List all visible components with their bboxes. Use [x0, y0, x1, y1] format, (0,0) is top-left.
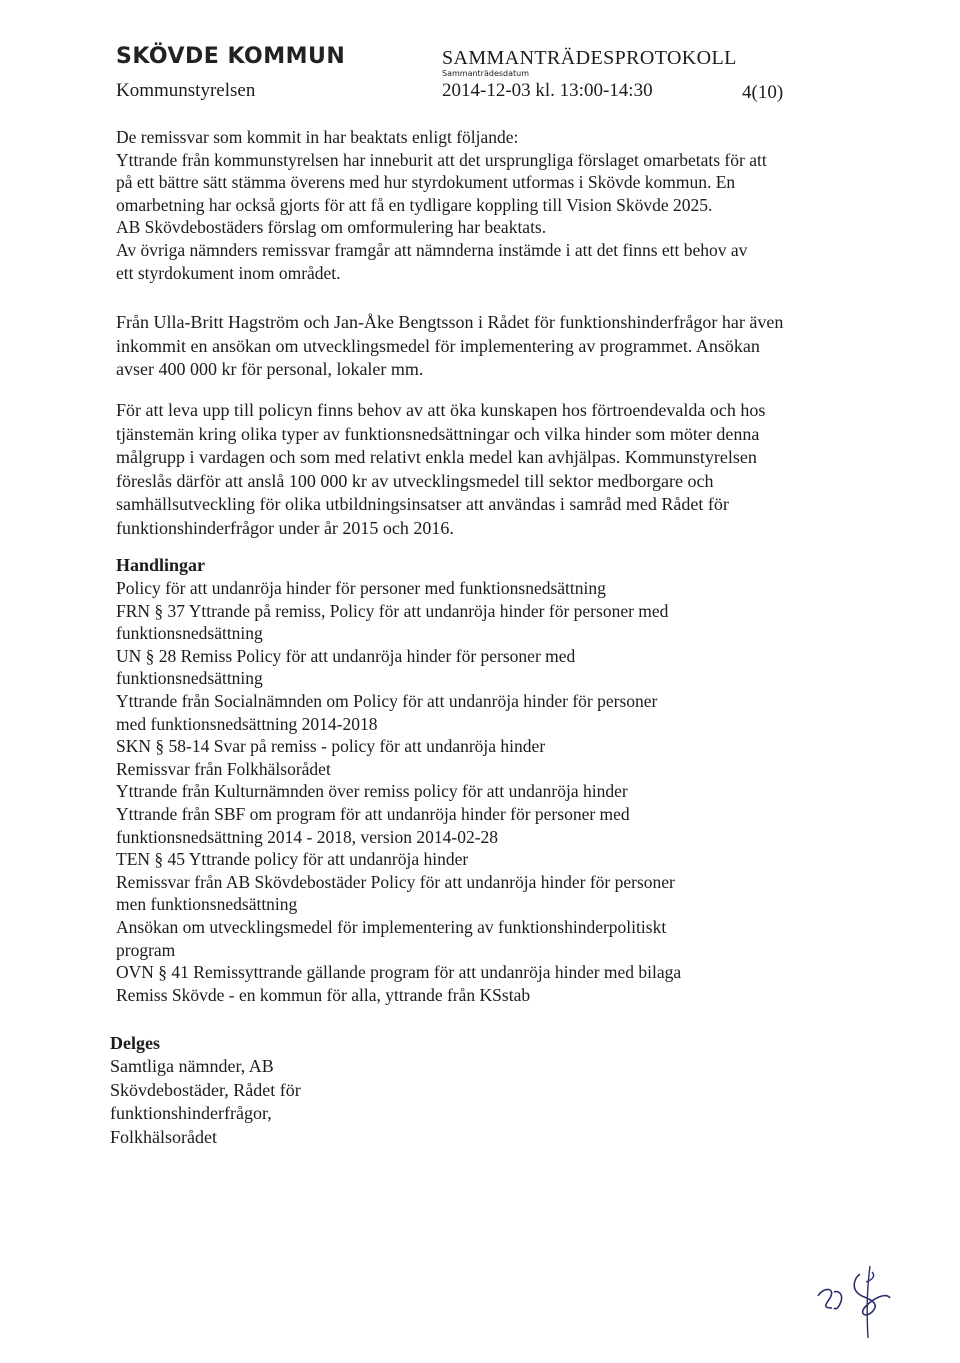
list-item: SKN § 58-14 Svar på remiss - policy för att undanröja hinder — [116, 736, 546, 757]
text-line: De remissvar som kommit in har beaktats enligt följande: — [116, 127, 519, 147]
list-item: FRN § 37 Yttrande på remiss, Policy för att undanröja hinder för personer med — [116, 600, 669, 621]
list-item: med funktionsnedsättning 2014-2018 — [116, 713, 378, 734]
text-line: Från Ulla-Britt Hagström och Jan-Åke Bengtsson i Rådet för funktionshinderfrågor har även — [116, 312, 784, 332]
handwritten-initials-icon — [810, 1262, 920, 1342]
text-line: För att leva upp till policyn finns behov av att öka kunskapen hos förtroendevalda och hos — [116, 400, 766, 420]
list-item: Yttrande från Socialnämnden om Policy för att undanröja hinder för personer — [116, 690, 658, 711]
handlingar-list — [116, 577, 836, 1006]
handlingar-heading: Handlingar — [116, 555, 206, 575]
list-item: OVN § 41 Remissyttrande gällande program för att undanröja hinder med bilaga — [116, 962, 682, 983]
text-line: omarbetning har också gjorts för att få en tydligare koppling till Vision Skövde 2025. — [116, 194, 713, 215]
list-item: program — [116, 939, 176, 960]
text-line: tjänstemän kring olika typer av funktionsnedsättningar och vilka hinder som möter denna — [116, 423, 760, 444]
list-item: Policy för att undanröja hinder för personer med funktionsnedsättning — [116, 578, 606, 598]
text-line: samhällsutveckling för olika utbildningsinsatser att användas i samråd med Rådet för — [116, 494, 729, 515]
text-line: avser 400 000 kr för personal, lokaler mm. — [116, 359, 424, 379]
list-item: funktionsnedsättning — [116, 668, 263, 689]
meeting-date-time: 2014-12-03 kl. 13:00-14:30 — [442, 80, 653, 101]
list-item: Remiss Skövde - en kommun för alla, yttrande från KSstab — [116, 984, 531, 1005]
municipality-logo: SKÖVDE KOMMUN — [116, 44, 346, 69]
text-line: målgrupp i vardagen och som med relativt enkla medel kan avhjälpas. Kommunstyrelsen — [116, 447, 757, 468]
delges-heading: Delges — [110, 1033, 160, 1053]
document-type: SAMMANTRÄDESPROTOKOLL — [442, 47, 737, 69]
policy-paragraph — [116, 399, 856, 541]
recipient-line: Folkhälsorådet — [110, 1126, 217, 1147]
text-line: AB Skövdebostäders förslag om omformulering har beaktats. — [116, 217, 547, 238]
text-line: på ett bättre sätt stämma överens med hur styrdokument utformas i Skövde kommun. En — [116, 172, 736, 193]
text-line: Av övriga nämnders remissvar framgår att nämnderna instämde i att det finns ett behov av — [116, 239, 748, 260]
delges-list — [110, 1055, 370, 1149]
text-line: föreslås därför att anslå 100 000 kr av utvecklingsmedel till sektor medborgare och — [116, 470, 714, 491]
list-item: Remissvar från AB Skövdebostäder Policy för att undanröja hinder för personer — [116, 871, 675, 892]
list-item: Remissvar från Folkhälsorådet — [116, 758, 331, 779]
recipient-line: Skövdebostäder, Rådet för — [110, 1079, 301, 1100]
list-item: Yttrande från Kulturnämnden över remiss policy för att undanröja hinder — [116, 781, 628, 802]
page-number: 4(10) — [742, 82, 784, 103]
text-line: ett styrdokument inom området. — [116, 262, 341, 283]
text-line: Yttrande från kommunstyrelsen har inneburit att det ursprungliga förslaget omarbetats för att — [116, 149, 767, 170]
recipient-line: funktionshinderfrågor, — [110, 1103, 272, 1123]
remissvar-paragraph — [116, 126, 856, 284]
list-item: Ansökan om utvecklingsmedel för implementering av funktionshinderpolitiskt — [116, 916, 667, 937]
org-unit: Kommunstyrelsen — [116, 80, 256, 101]
list-item: UN § 28 Remiss Policy för att undanröja hinder för personer med — [116, 645, 576, 666]
recipient-line: Samtliga nämnder, AB — [110, 1056, 274, 1076]
list-item: funktionsnedsättning 2014 - 2018, version 2014-02-28 — [116, 826, 499, 847]
list-item: TEN § 45 Yttrande policy för att undanröja hinder — [116, 849, 469, 870]
list-item: Yttrande från SBF om program för att undanröja hinder för personer med — [116, 803, 630, 824]
text-line: inkommit en ansökan om utvecklingsmedel för implementering av programmet. Ansökan — [116, 335, 760, 356]
list-item: funktionsnedsättning — [116, 623, 263, 644]
date-label: Sammanträdesdatum — [442, 69, 530, 78]
list-item: men funktionsnedsättning — [116, 894, 298, 915]
application-paragraph — [116, 311, 856, 382]
text-line: funktionshinderfrågor under år 2015 och 2016. — [116, 517, 454, 538]
